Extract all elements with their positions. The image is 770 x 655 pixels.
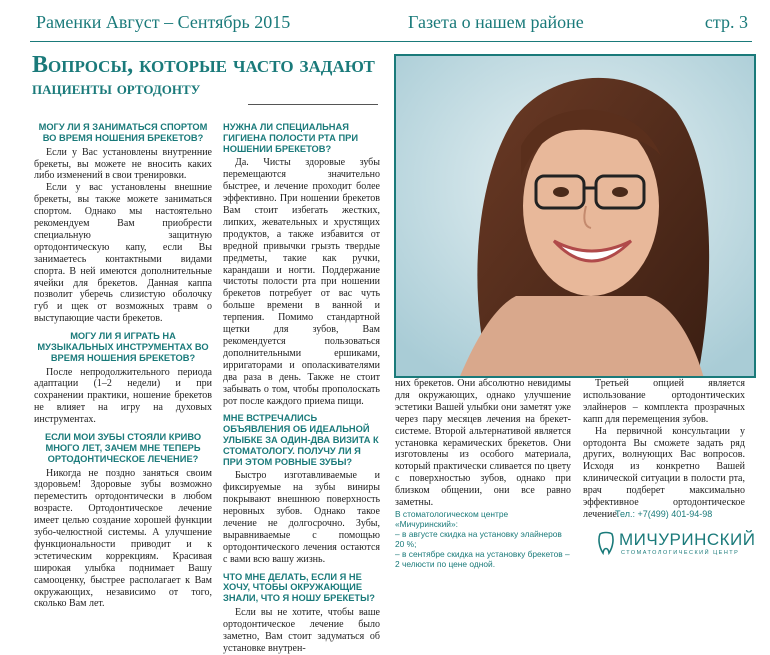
clinic-logo [597, 530, 757, 558]
question-heading: МОГУ ЛИ Я ИГРАТЬ НА МУЗЫКАЛЬНЫХ ИНСТРУМЕНТАХ ВО ВРЕМЯ НОШЕНИЯ БРЕКЕТОВ? [37, 331, 209, 363]
answer-paragraph: На первичной консультации у ортодонта Вы сможете задать ряд других, волнующих Вас вопросов. Исходя из конкретно Вашей клинической ситуации в полости рта, врач подберет максимально эффективное ортодонтическое лечение. [583, 425, 745, 520]
promo-line: – в сентябре скидка на установку брекетов – 2 челюсти по цене одной. [395, 549, 570, 569]
question-heading: ЧТО МНЕ ДЕЛАТЬ, ЕСЛИ Я НЕ ХОЧУ, ЧТОБЫ ОКРУЖАЮЩИЕ ЗНАЛИ, ЧТО Я НОШУ БРЕКЕТЫ? [223, 571, 375, 604]
tooth-logo-icon [597, 531, 615, 555]
question-heading: ЕСЛИ МОИ ЗУБЫ СТОЯЛИ КРИВО МНОГО ЛЕТ, ЗАЧЕМ МНЕ ТЕПЕРЬ ОРТОДОНТИЧЕСКОЕ ЛЕЧЕНИЕ? [44, 432, 202, 464]
answer-paragraph: Да. Чисты здоровые зубы перемещаются значительно быстрее, и лечение проходит более эффективно. При ношении брекетов Вам стоит избегать жестких, липких, жевательных и хрустящих продуктов, а также избавится от вредной привычки грызть твердые предметы, такие как ручки, карандаши и ногти. Поддержание чистоты полости рта при ношении брекетов потребует от вас чуть больше времени в ванной и терпения. Помимо стандартной щетки для зубов, Вам рекомендуется пользоваться дополнительными ершиками, ирригаторами и ополаскивателями два раза в день. Также не стоит забывать о том, чтобы прополоскать рот после каждого приема пищи. [223, 157, 380, 407]
smiling-woman-photo [394, 54, 756, 378]
title-line-1: Вопросы, которые часто задают [32, 52, 375, 78]
page-number: стр. 3 [704, 12, 748, 32]
title-line-2: пациенты ортодонту [32, 78, 201, 99]
answer-paragraph: них брекетов. Они абсолютно невидимы для окружающих, однако улучшение эстетики Вашей улыбки они заметят уже через пару месяцев лечения на брекет-системе. Второй альтернативой является установка керамических брекетов. Они изготовлены из особого материала, который практически сливается по цвету с поверхностью зубов, однако при близком общении, они все равно заметны. [395, 378, 571, 509]
column-4 [583, 378, 745, 521]
answer-paragraph: Если у Вас установлены внутренние брекеты, вы можете не вносить каких либо изменений в свои тренировки. [34, 146, 212, 182]
article-title [32, 52, 382, 100]
portrait-illustration [396, 56, 754, 376]
logo-name: МИЧУРИНСКИЙ [619, 530, 756, 549]
promo-line: – в августе скидка на установку элайнеров 20 %; [395, 529, 562, 549]
question-heading: НУЖНА ЛИ СПЕЦИАЛЬНАЯ ГИГИЕНА ПОЛОСТИ РТА ПРИ НОШЕНИИ БРЕКЕТОВ? [223, 122, 359, 154]
answer-paragraph: Если вы не хотите, чтобы ваше ортодонтическое лечение было заметно, Вам стоит задуматься об установке внутрен- [223, 607, 380, 654]
column-1 [34, 116, 212, 610]
answer-paragraph: После непродолжительного периода адаптации (1–2 недели) и при сохранении практики, ношение брекетов не влияет на игру на духовых инструментах. [34, 366, 212, 426]
newspaper-title: Газета о нашем районе [408, 12, 584, 32]
promo-line: В стоматологическом центре «Мичуринский»: [395, 509, 509, 529]
answer-paragraph: Быстро изготавливаемые и фиксируемые на зубы виниры покрывают внешнюю поверхность неровных зубов. Однако такое лечение не долгосрочно. Зубы, выравниваемые с помощью ортодонтического лечения остаются с вами всю вашу жизнь. [223, 470, 380, 565]
logo-subtitle: СТОМАТОЛОГИЧЕСКИЙ ЦЕНТР [621, 550, 740, 556]
page-header [0, 0, 770, 40]
answer-paragraph: Никогда не поздно заняться своим здоровьем! Здоровые зубы возможно переместить ортодонтически в любом возрасте. Ортодонтическое лечение имеет целью создание хорошей функции зубо-челюстной системы. А улучшение функциональности приводит и к эстетическим коррекциям. Красивая широкая улыбка поднимает Вашу самооценку, быстрее располагает к Вам окружающих, независимо от того, сколько Вам лет. [34, 467, 212, 610]
title-underline [248, 104, 378, 105]
header-divider [30, 41, 752, 42]
question-heading: МНЕ ВСТРЕЧАЛИСЬ ОБЪЯВЛЕНИЯ ОБ ИДЕАЛЬНОЙ УЛЫБКЕ ЗА ОДИН-ДВА ВИЗИТА К СТОМАТОЛОГУ. ПОЛУЧУ ЛИ Я ПРИ ЭТОМ РОВНЫЕ ЗУБЫ? [223, 413, 379, 467]
column-3 [395, 378, 571, 509]
contact-phone: Тел.: +7(499) 401-94-98 [615, 509, 713, 519]
column-2 [223, 116, 380, 655]
newspaper-issue: Раменки Август – Сентябрь 2015 [36, 12, 291, 32]
answer-paragraph: Если у вас установлены внешние брекеты, вы также можете заниматься спортом. Однако мы настоятельно рекомендуем Вам приобрести специальную защитную ортодонтическую капу, если Вы занимаетесь контактными видами спорта. В ней имеются дополнительные ячейки для брекетов. Данная каппа позволит уберечь слизистую оболочку губ и щек от возможных травм о выступающие части брекетов. [34, 182, 212, 325]
promo-box [395, 509, 571, 569]
question-heading: МОГУ ЛИ Я ЗАНИМАТЬСЯ СПОРТОМ ВО ВРЕМЯ НОШЕНИЯ БРЕКЕТОВ? [38, 122, 208, 143]
answer-paragraph: Третьей опцией является использование ортодонтических элайнеров – комплекта прозрачных капп для перемещения зубов. [583, 378, 745, 425]
